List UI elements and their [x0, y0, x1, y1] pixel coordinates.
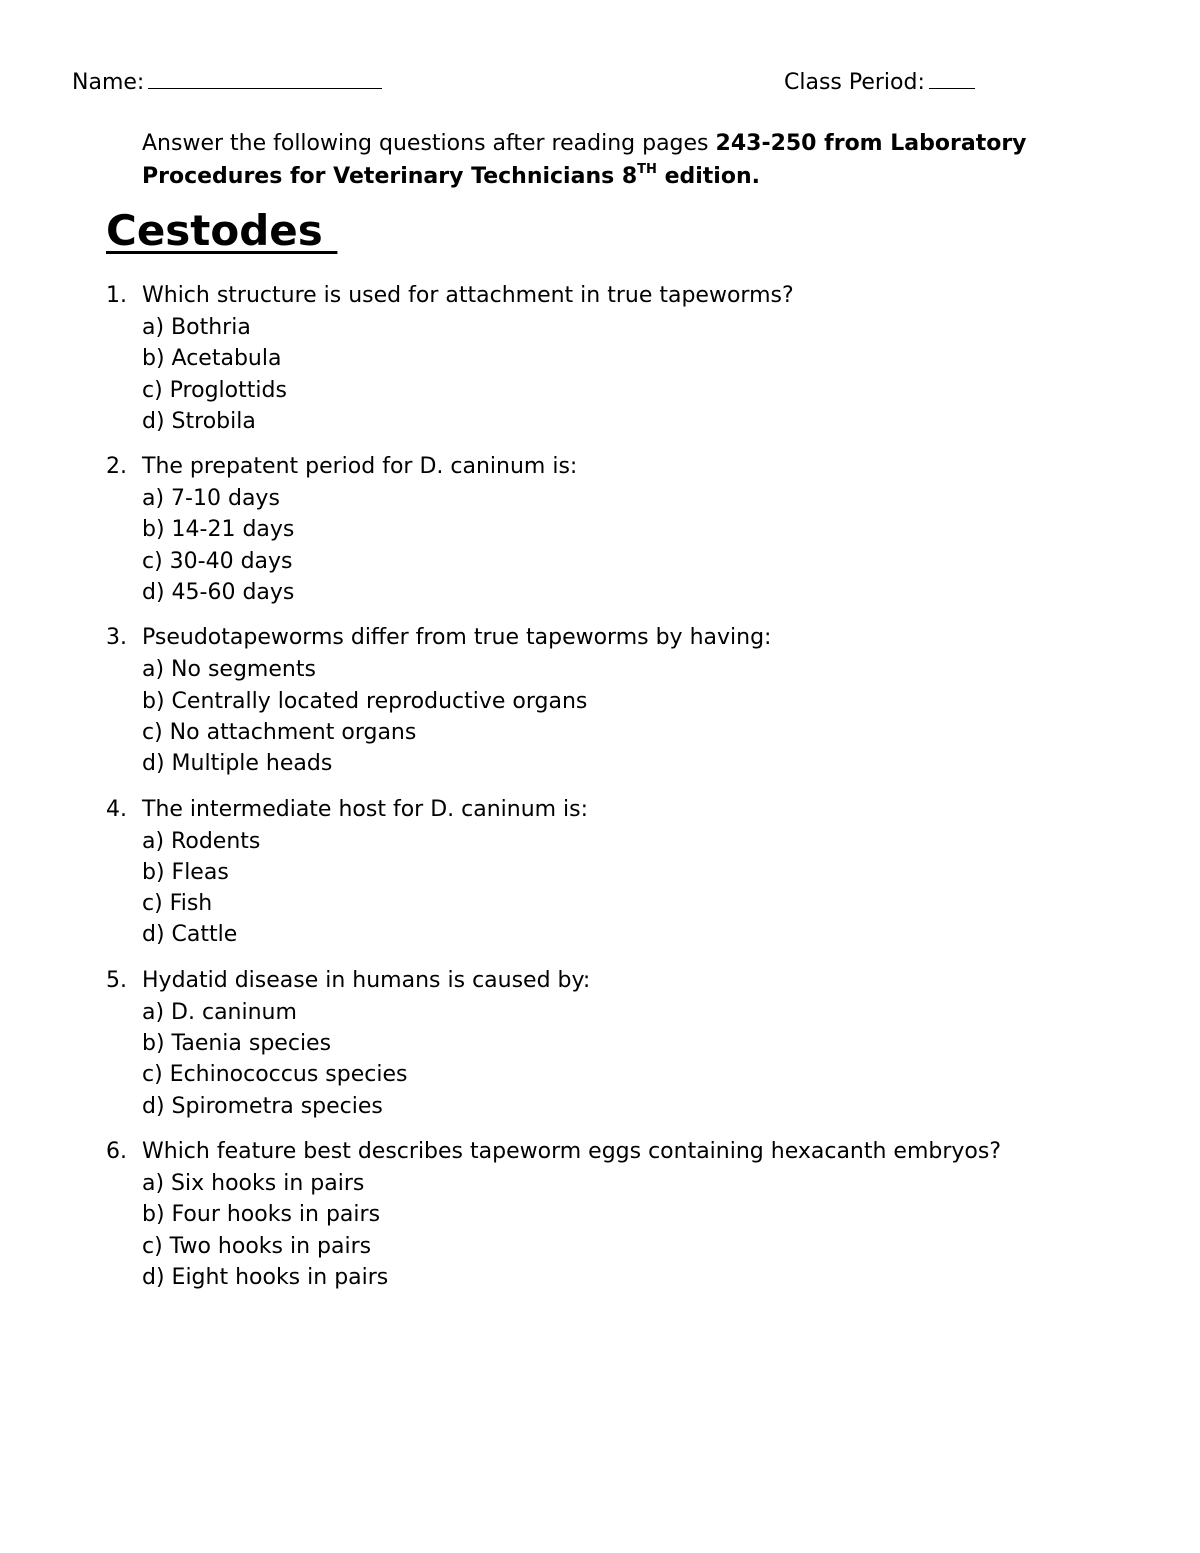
- answer-option[interactable]: c) Fish: [142, 891, 213, 917]
- question-number: 5.: [106, 967, 127, 993]
- question-number: 1.: [106, 283, 127, 308]
- question-number: 6.: [106, 1138, 127, 1164]
- answer-option[interactable]: b) Fleas: [142, 859, 229, 885]
- answer-option[interactable]: d) Strobila: [142, 408, 256, 434]
- question-text: The intermediate host for D. caninum is:: [142, 796, 589, 822]
- answer-option[interactable]: d) Multiple heads: [142, 751, 333, 777]
- answer-options: [106, 997, 1106, 1122]
- class-period-blank[interactable]: [929, 70, 975, 89]
- worksheet-header: [72, 70, 1132, 102]
- instructions-suffix: edition.: [656, 164, 760, 189]
- answer-option[interactable]: a) Bothria: [142, 315, 251, 340]
- answer-option[interactable]: b) Acetabula: [142, 346, 282, 372]
- answer-option[interactable]: a) No segments: [142, 657, 316, 683]
- answer-option[interactable]: c) No attachment organs: [142, 719, 417, 745]
- answer-option[interactable]: b) 14-21 days: [142, 517, 295, 543]
- question-number: 2.: [106, 454, 127, 480]
- question-number: 3.: [106, 625, 127, 651]
- answer-option[interactable]: c) 30-40 days: [142, 548, 293, 574]
- answer-option[interactable]: a) D. caninum: [142, 999, 297, 1025]
- question-4: [106, 794, 1106, 951]
- question-line: [106, 794, 1106, 826]
- instructions: [142, 127, 1132, 193]
- answer-option[interactable]: d) Cattle: [142, 922, 238, 948]
- instructions-superscript: TH: [637, 161, 657, 177]
- question-line: [106, 1136, 1106, 1168]
- name-blank[interactable]: [148, 70, 382, 89]
- question-line: [106, 965, 1106, 997]
- question-line: [106, 280, 1106, 312]
- question-list: [106, 280, 1106, 1307]
- answer-option[interactable]: a) 7-10 days: [142, 486, 280, 512]
- question-line: [106, 622, 1106, 654]
- answer-option[interactable]: a) Six hooks in pairs: [142, 1170, 365, 1196]
- class-period-label: Class Period:: [784, 70, 925, 95]
- class-period-field: [784, 70, 975, 95]
- answer-option[interactable]: b) Centrally located reproductive organs: [142, 688, 588, 714]
- answer-options: [106, 1168, 1106, 1293]
- answer-options: [106, 483, 1106, 608]
- question-1: [106, 280, 1106, 437]
- question-text: The prepatent period for D. caninum is:: [142, 454, 578, 480]
- name-field: [72, 70, 382, 95]
- instructions-prefix: Answer the following questions after reading pages: [142, 131, 716, 156]
- page-title: Cestodes: [106, 206, 338, 255]
- name-label: Name:: [72, 70, 145, 95]
- answer-option[interactable]: c) Proglottids: [142, 377, 287, 403]
- answer-option[interactable]: b) Taenia species: [142, 1031, 332, 1057]
- question-text: Which feature best describes tapeworm eggs containing hexacanth embryos?: [142, 1138, 1002, 1164]
- answer-options: [106, 826, 1106, 951]
- question-line: [106, 451, 1106, 483]
- question-number: 4.: [106, 796, 127, 822]
- question-6: [106, 1136, 1106, 1293]
- answer-option[interactable]: a) Rodents: [142, 828, 261, 854]
- answer-option[interactable]: b) Four hooks in pairs: [142, 1202, 381, 1228]
- answer-option[interactable]: c) Echinococcus species: [142, 1062, 408, 1088]
- answer-option[interactable]: d) 45-60 days: [142, 580, 295, 606]
- answer-options: [106, 312, 1106, 437]
- question-text: Pseudotapeworms differ from true tapeworms by having:: [142, 625, 772, 651]
- question-3: [106, 622, 1106, 779]
- question-5: [106, 965, 1106, 1122]
- question-text: Which structure is used for attachment in true tapeworms?: [142, 283, 794, 308]
- answer-option[interactable]: c) Two hooks in pairs: [142, 1233, 372, 1259]
- answer-option[interactable]: d) Spirometra species: [142, 1093, 383, 1119]
- question-text: Hydatid disease in humans is caused by:: [142, 967, 591, 993]
- answer-options: [106, 654, 1106, 779]
- instructions-source: 243-250 from Laboratory Procedures for Veterinary Technicians 8: [142, 131, 1027, 189]
- answer-option[interactable]: d) Eight hooks in pairs: [142, 1264, 389, 1290]
- question-2: [106, 451, 1106, 608]
